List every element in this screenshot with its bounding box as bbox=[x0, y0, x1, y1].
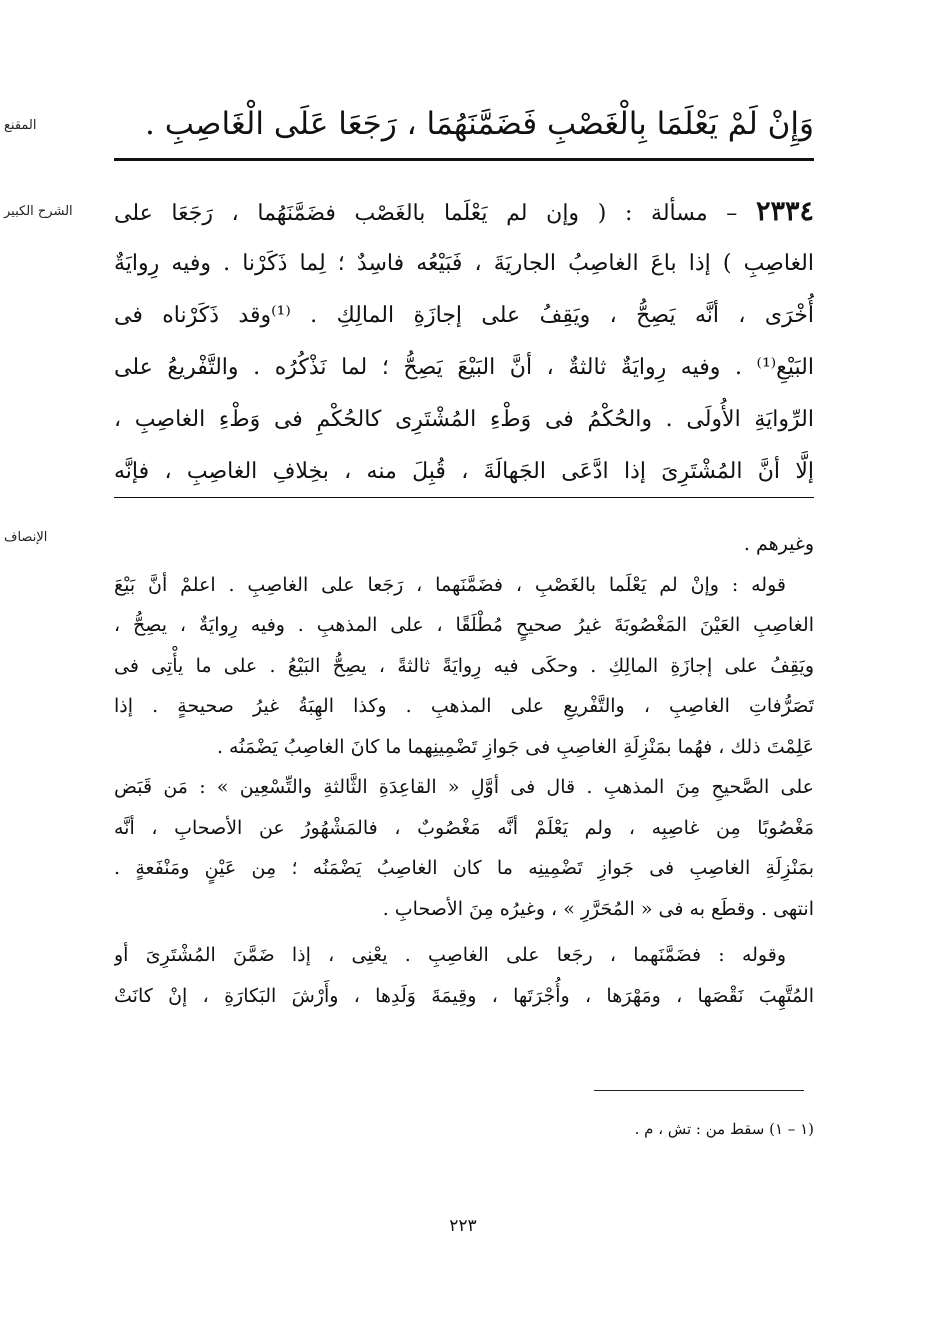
insaf-line-3: الغاصِبِ العَيْنَ المَغْصُوبَةَ غيرُ صحيحٍ مُطْلَقًا ، على المذهبِ . وفيه رِوايَةٌ ، يصِحُّ ، bbox=[114, 614, 814, 636]
sharh-line-5: الرِّوايَةِ الأُولَى . والحُكْمُ فى وَطْءِ المُشْتَرِى كالحُكْمِ فى وَطْءِ الغاصِبِ ، bbox=[114, 407, 814, 432]
sharh-section bbox=[114, 186, 814, 498]
insaf-line-10: انتهى . وقطَع به فى « المُحَرَّرِ » ، وغيرُه مِنَ الأصحابِ . bbox=[382, 897, 814, 920]
muqni-margin-label: المقنع bbox=[4, 118, 37, 133]
sharh-margin-label: الشرح الكبير bbox=[4, 204, 73, 219]
insaf-line-7: على الصَّحيحِ مِنَ المذهبِ . قال فى أوَّلِ « القاعِدَةِ الثَّالثةِ والتِّسْعِين » : مَن قَبَض bbox=[114, 776, 814, 798]
sharh-line-1-text: – مسألة : ( وإن لم يَعْلَما بالغَصْب فضَمَّنَهُما ، رَجَعَا على bbox=[114, 201, 738, 226]
sharh-divider bbox=[114, 497, 814, 498]
muqni-divider bbox=[114, 158, 814, 161]
insaf-line-1: وغيرهم . bbox=[743, 533, 814, 555]
footnote-divider bbox=[594, 1090, 804, 1091]
issue-number: ٢٣٣٤ bbox=[755, 196, 814, 227]
muqni-text: وَإِنْ لَمْ يَعْلَمَا بِالْغَصْبِ فَضَمَّنَهُمَا ، رَجَعَا عَلَى الْغَاصِبِ . bbox=[145, 106, 814, 142]
sharh-line-3: أُخْرَى ، أنَّه يَصِحُّ ، ويَقِفُ على إجازَةِ المالِكِ . ⁽¹⁾وقد ذَكَرْناه فى bbox=[114, 303, 814, 328]
insaf-section bbox=[114, 524, 814, 1016]
insaf-line-6: عَلِمْتَ ذلك ، فهُما بمَنْزِلَةِ الغاصِبِ فى جَوازِ تَضْمِينِهما ما كانَ الغاصِبُ يَضْمَنُه . bbox=[216, 735, 814, 758]
footnote: (١ – ١) سقط من : تش ، م . bbox=[634, 1120, 814, 1138]
insaf-line-9: بمَنْزِلَةِ الغاصِبِ فى جَوازِ تَضْمِينِه ما كان الغاصِبُ يَضْمَنُه ؛ مِن عَيْنٍ ومَنْفَعةٍ . bbox=[114, 857, 814, 879]
sharh-line-1 bbox=[114, 186, 814, 238]
insaf-line-12: المُتَّهِبَ نَقْصَها ، ومَهْرَها ، وأُجْرَتَها ، وقِيمَةَ وَلَدِها ، وأَرْشَ البَكارَةِ ، إنْ كانَتْ bbox=[114, 984, 814, 1007]
sharh-line-2: الغاصِبِ ) إذا باعَ الغاصِبُ الجاريَةَ ، فَبَيْعُه فاسِدٌ ؛ لِما ذَكَرْنا . وفيه رِوايَةٌ bbox=[114, 251, 814, 276]
insaf-line-4: ويَقِفُ على إجازَةِ المالِكِ . وحكَى فيه رِوايَةً ثالثةً ، يصِحُّ البَيْعُ . على ما يأْتِى فى bbox=[114, 654, 814, 677]
insaf-margin-label: الإنصاف bbox=[4, 530, 48, 545]
sharh-line-6: إلَّا أنَّ المُشْتَرِىَ إذا ادَّعَى الجَهالَةَ ، قُبِلَ منه ، بخِلافِ الغاصِبِ ، فإنَّه bbox=[114, 459, 814, 484]
insaf-line-5: تَصَرُّفاتِ الغاصِبِ ، والتَّفْريعِ على المذهبِ . وكذا الهِبَةُ غيرُ صحيحةٍ . إذا bbox=[114, 695, 814, 717]
sharh-line-4: البَيْعِ⁽¹⁾ . وفيه رِوايَةٌ ثالثةٌ ، أنَّ البَيْعَ يَصِحُّ ؛ لما نَذْكُرُه . والتَّفْريعُ على bbox=[114, 355, 814, 380]
insaf-line-8: مَغْصُوبًا مِن غاصِبِه ، ولم يَعْلَمْ أنَّه مَغْصُوبٌ ، فالمَشْهُورُ عن الأصحابِ ، أنَّه bbox=[114, 816, 814, 839]
page-number: ٢٢٣ bbox=[449, 1216, 477, 1236]
insaf-line-2: قوله : وإنْ لم يَعْلَما بالغَصْبِ ، فضَمَّنَهما ، رَجَعا على الغاصِبِ . اعلمْ أنَّ بَيْعَ bbox=[114, 573, 786, 596]
insaf-line-11: وقوله : فضَمَّنَهما ، رجَعا على الغاصِبِ . يعْنِى ، إذا ضَمَّنَ المُشْتَرِىَ أو bbox=[114, 944, 786, 966]
